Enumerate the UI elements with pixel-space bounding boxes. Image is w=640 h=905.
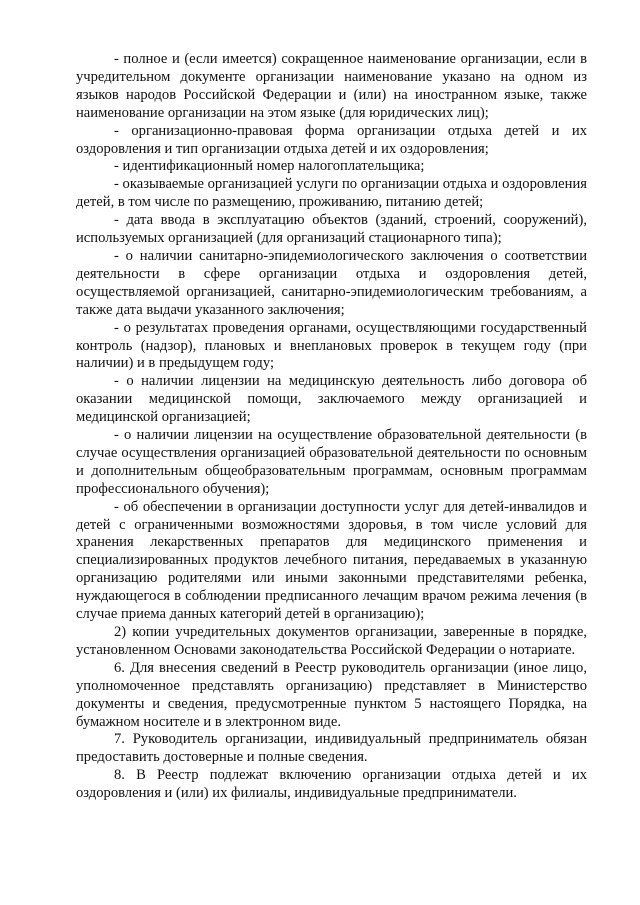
list-item-legal-form: - организационно-правовая форма организации отдыха детей и их оздоровления и тип организации отдыха детей и их оздоровления;: [76, 122, 587, 157]
list-item-medical-license: - о наличии лицензии на медицинскую деятельность либо договора об оказании медицинской помощи, заключаемого между организацией и медицинской организацией;: [76, 373, 587, 426]
clause-8: 8. В Реестр подлежат включению организации отдыха детей и их оздоровления и (или) их филиалы, индивидуальные предприниматели.: [76, 767, 587, 802]
list-item-sanitary-conclusion: - о наличии санитарно-эпидемиологического заключения о соответствии деятельности в сфере организации отдыха и оздоровления детей, осуществляемой организацией, санитарно-эпидемиологическим требованиям, а также дата выдачи указанного заключения;: [76, 247, 587, 318]
clause-7: 7. Руководитель организации, индивидуальный предприниматель обязан предоставить достоверные и полные сведения.: [76, 731, 587, 766]
list-item-inspections: - о результатах проведения органами, осуществляющими государственный контроль (надзор), плановых и внеплановых проверок в текущем году (при наличии) и в предыдущем году;: [76, 319, 587, 372]
clause-6: 6. Для внесения сведений в Реестр руководитель организации (иное лицо, уполномоченное представлять организацию) представляет в Министерство документы и сведения, предусмотренные пунктом 5 настоящего Порядка, на бумажном носителе и в электронном виде.: [76, 659, 587, 730]
list-item-commissioning-date: - дата ввода в эксплуатацию объектов (зданий, строений, сооружений), используемых организацией (для организаций стационарного типа);: [76, 212, 587, 247]
document-body: [76, 51, 587, 803]
list-item-name: - полное и (если имеется) сокращенное наименование организации, если в учредительном документе организации наименование указано на одном из языков народов Российской Федерации и (или) на иностранном языке, также наименование организации на этом языке (для юридических лиц);: [76, 51, 587, 121]
list-item-accessibility: - об обеспечении в организации доступности услуг для детей-инвалидов и детей с ограниченными возможностями здоровья, в том числе условий для хранения лекарственных препаратов для медицинского применения и специализированных продуктов лечебного питания, передаваемых в указанную организацию родителями или иными законными представителями ребенка, нуждающегося в соблюдении предписанного лечащим врачом режима лечения (в случае приема данных категорий детей в организацию);: [76, 498, 587, 623]
item-founding-documents: 2) копии учредительных документов организации, заверенные в порядке, установленном Основами законодательства Российской Федерации о нотариате.: [76, 624, 587, 658]
list-item-inn: - идентификационный номер налогоплательщика;: [114, 158, 425, 175]
list-item-education-license: - о наличии лицензии на осуществление образовательной деятельности (в случае осуществления организацией образовательной деятельности по основным и дополнительным общеобразовательным программам, основным программам профессионального обучения);: [76, 427, 587, 497]
list-item-services: - оказываемые организацией услуги по организации отдыха и оздоровления детей, в том числе по размещению, проживанию, питанию детей;: [76, 176, 587, 211]
